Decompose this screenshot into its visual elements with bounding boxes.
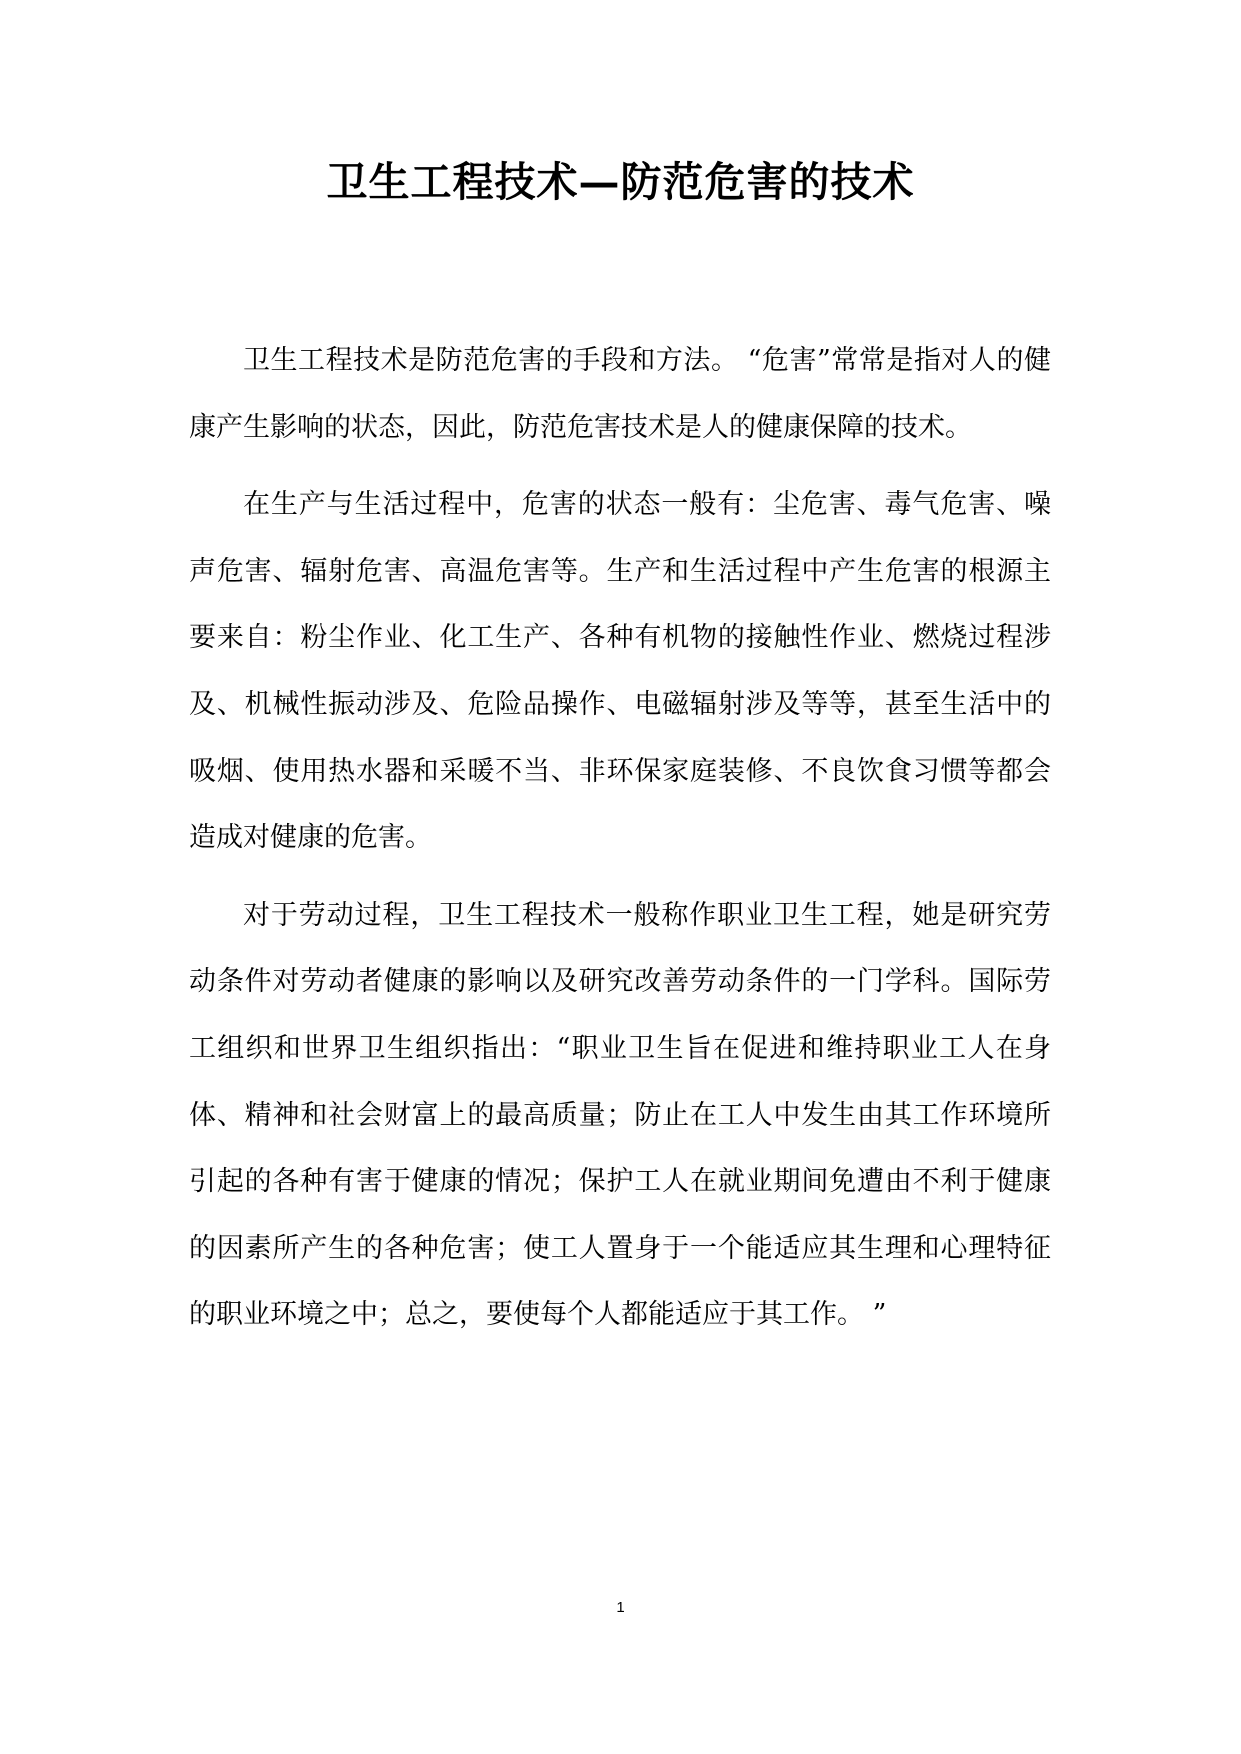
paragraph-occupational-hygiene: 对于劳动过程，卫生工程技术一般称作职业卫生工程，她是研究劳动条件对劳动者健康的影响以及研究改善劳动条件的一门学科。国际劳工组织和世界卫生组织指出：“职业卫生旨在促进和维持职业工人在身体、精神和社会财富上的最高质量；防止在工人中发生由其工作环境所引起的各种有害于健康的情况；保护工人在就业期间免遭由不利于健康的因素所产生的各种危害；使工人置身于一个能适应其生理和心理特征的职业环境之中；总之，要使每个人都能适应于其工作。 ” (189, 899, 1051, 1331)
paragraph-hazard-sources: 在生产与生活过程中，危害的状态一般有：尘危害、毒气危害、噪声危害、辐射危害、高温危害等。生产和生活过程中产生危害的根源主要来自：粉尘作业、化工生产、各种有机物的接触性作业、燃烧过程涉及、机械性振动涉及、危险品操作、电磁辐射涉及等等，甚至生活中的吸烟、使用热水器和采暖不当、非环保家庭装修、不良饮食习惯等都会造成对健康的危害。 (189, 489, 1051, 854)
page-number: 1 (616, 1599, 625, 1616)
paragraph-intro: 卫生工程技术是防范危害的手段和方法。 “危害”常常是指对人的健康产生影响的状态，因此，防范危害技术是人的健康保障的技术。 (189, 345, 1051, 443)
document-body (189, 328, 1051, 1360)
document-title: 卫生工程技术—防范危害的技术 (326, 158, 915, 206)
